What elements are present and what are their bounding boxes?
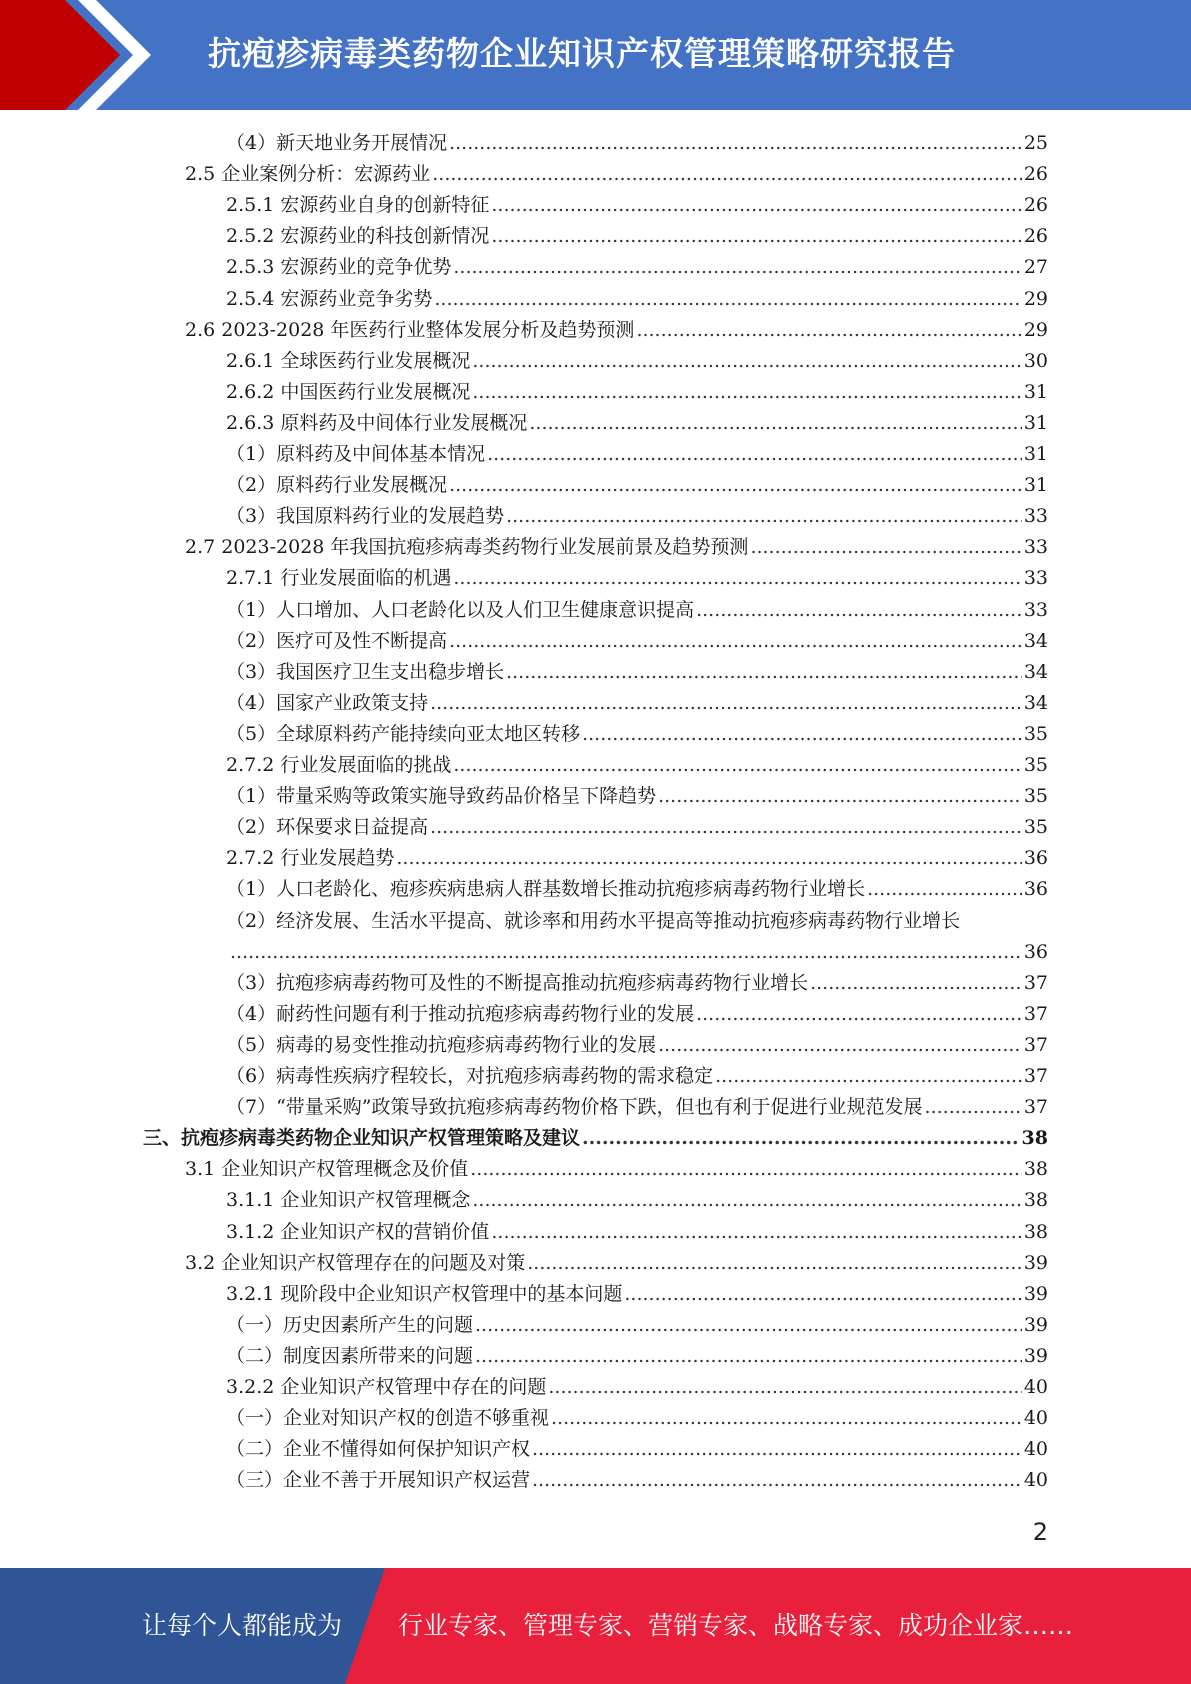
toc-entry[interactable] xyxy=(226,1092,1048,1123)
toc-entry[interactable] xyxy=(226,190,1048,221)
toc-entry[interactable] xyxy=(226,626,1048,657)
toc-entry-text: 3.2 企业知识产权管理存在的问题及对策 xyxy=(185,1251,526,1274)
toc-entry-text: 2.6.1 全球医药行业发展概况 xyxy=(226,349,471,372)
toc-leader-dots xyxy=(472,346,1021,377)
toc-page-number: 30 xyxy=(1023,349,1048,372)
toc-entry-text: （3）抗疱疹病毒药物可及性的不断提高推动抗疱疹病毒药物行业增长 xyxy=(226,971,809,994)
toc-page-number: 35 xyxy=(1023,816,1048,839)
toc-entry-text: 3.1 企业知识产权管理概念及价值 xyxy=(185,1158,469,1181)
toc-entry-text: （2）医疗可及性不断提高 xyxy=(226,629,448,652)
toc-leader-dots xyxy=(475,1310,1022,1341)
toc-page-number: 26 xyxy=(1023,194,1048,217)
toc-page-number: 34 xyxy=(1023,660,1048,683)
toc-leader-dots xyxy=(453,563,1021,594)
toc-entry[interactable] xyxy=(226,408,1048,439)
toc-entry-continuation[interactable] xyxy=(230,937,1048,968)
toc-leader-dots xyxy=(527,1248,1022,1279)
toc-entry-text: 2.5.1 宏源药业自身的创新特征 xyxy=(226,194,490,217)
toc-leader-dots xyxy=(925,1092,1022,1123)
toc-page-number: 33 xyxy=(1023,536,1048,559)
toc-entry[interactable] xyxy=(226,1403,1048,1434)
toc-leader-dots xyxy=(750,532,1021,563)
toc-entry[interactable] xyxy=(226,1465,1048,1496)
toc-entry[interactable] xyxy=(226,1310,1048,1341)
toc-entry[interactable] xyxy=(226,781,1048,812)
toc-entry[interactable] xyxy=(226,750,1048,781)
toc-page-number: 39 xyxy=(1023,1344,1048,1367)
toc-page-number: 39 xyxy=(1023,1251,1048,1274)
page-number: 2 xyxy=(1032,1518,1048,1546)
toc-entry[interactable] xyxy=(143,1123,1048,1154)
toc-entry-text: 2.6.2 中国医药行业发展概况 xyxy=(226,380,471,403)
toc-leader-dots xyxy=(867,874,1022,905)
toc-leader-dots xyxy=(434,284,1021,315)
toc-entry-text: （2）环保要求日益提高 xyxy=(226,816,429,839)
toc-entry-text: 2.5.3 宏源药业的竞争优势 xyxy=(226,256,452,279)
toc-page-number: 26 xyxy=(1023,163,1048,186)
toc-entry-text: 2.6.3 原料药及中间体行业发展概况 xyxy=(226,411,528,434)
toc-leader-dots xyxy=(491,190,1021,221)
toc-leader-dots xyxy=(532,1434,1022,1465)
toc-leader-dots xyxy=(658,1030,1022,1061)
toc-entry[interactable] xyxy=(226,128,1048,159)
toc-leader-dots xyxy=(548,1372,1021,1403)
toc-entry[interactable] xyxy=(226,812,1048,843)
toc-entry[interactable] xyxy=(226,252,1048,283)
toc-page-number: 29 xyxy=(1023,318,1048,341)
toc-page-number: 39 xyxy=(1023,1313,1048,1336)
toc-leader-dots xyxy=(472,377,1021,408)
toc-page-number: 33 xyxy=(1023,598,1048,621)
toc-page-number: 33 xyxy=(1023,505,1048,528)
toc-entry-text: 3.1.1 企业知识产权管理概念 xyxy=(226,1189,471,1212)
toc-page-number: 35 xyxy=(1023,754,1048,776)
toc-leader-dots xyxy=(658,781,1022,812)
toc-entry-text: 2.7 2023-2028 年我国抗疱疹病毒类药物行业发展前景及趋势预测 xyxy=(185,536,749,559)
toc-leader-dots xyxy=(470,1154,1022,1185)
toc-entry-text: 2.5 企业案例分析：宏源药业 xyxy=(185,163,431,186)
toc-page-number: 37 xyxy=(1023,1033,1048,1056)
toc-page-number: 38 xyxy=(1021,1127,1048,1150)
toc-leader-dots xyxy=(491,1217,1021,1248)
toc-page-number: 37 xyxy=(1023,1065,1048,1087)
toc-leader-dots xyxy=(449,128,1022,159)
toc-entry-text: （6）病毒性疾病疗程较长，对抗疱疹病毒药物的需求稳定 xyxy=(226,1065,714,1087)
page-footer xyxy=(0,1568,1191,1684)
toc-entry-text: （二）制度因素所带来的问题 xyxy=(226,1344,474,1367)
toc-page-number: 33 xyxy=(1023,567,1048,590)
toc-page-number: 39 xyxy=(1023,1282,1048,1305)
toc-page-number: 37 xyxy=(1023,1096,1048,1119)
toc-page-number: 36 xyxy=(1023,940,1048,963)
toc-page-number: 29 xyxy=(1023,287,1048,310)
toc-leader-dots xyxy=(696,595,1022,626)
toc-entry-text: 3.1.2 企业知识产权的营销价值 xyxy=(226,1220,490,1243)
toc-page-number: 40 xyxy=(1023,1469,1048,1492)
toc-entry-text: （1）人口增加、人口老龄化以及人们卫生健康意识提高 xyxy=(226,598,695,621)
toc-entry[interactable] xyxy=(226,439,1048,470)
toc-leader-dots xyxy=(472,1185,1021,1216)
toc-leader-dots xyxy=(506,501,1022,532)
toc-page-number: 37 xyxy=(1023,971,1048,994)
toc-entry-text: 3.2.2 企业知识产权管理中存在的问题 xyxy=(226,1376,547,1398)
toc-entry[interactable] xyxy=(226,595,1048,626)
toc-leader-dots xyxy=(506,657,1022,688)
toc-entry[interactable] xyxy=(226,657,1048,688)
toc-page-number: 26 xyxy=(1023,225,1048,248)
toc-page-number: 36 xyxy=(1023,847,1048,870)
toc-entry[interactable] xyxy=(226,1341,1048,1372)
toc-entry[interactable] xyxy=(226,719,1048,750)
toc-entry-text: 2.7.2 行业发展面临的挑战 xyxy=(226,754,452,776)
toc-leader-dots xyxy=(624,1279,1021,1310)
toc-entry-text: 3.2.1 现阶段中企业知识产权管理中的基本问题 xyxy=(226,1282,623,1305)
toc-entry[interactable] xyxy=(226,221,1048,252)
toc-entry-text: （三）企业不善于开展知识产权运营 xyxy=(226,1469,531,1492)
toc-entry[interactable] xyxy=(226,1217,1048,1248)
toc-page-number: 31 xyxy=(1023,380,1048,403)
toc-leader-dots xyxy=(636,315,1021,346)
toc-entry-text: （5）全球原料药产能持续向亚太地区转移 xyxy=(226,722,581,745)
toc-leader-dots xyxy=(810,968,1022,999)
toc-leader-dots xyxy=(551,1403,1022,1434)
toc-leader-dots xyxy=(532,1465,1022,1496)
toc-entry[interactable] xyxy=(226,1185,1048,1216)
toc-entry[interactable] xyxy=(226,843,1048,874)
toc-leader-dots xyxy=(432,159,1022,190)
toc-entry[interactable] xyxy=(226,563,1048,594)
toc-entry-text: 2.6 2023-2028 年医药行业整体发展分析及趋势预测 xyxy=(185,318,635,341)
toc-entry[interactable] xyxy=(226,470,1048,501)
toc-entry[interactable] xyxy=(185,532,1048,563)
toc-leader-dots xyxy=(582,1123,1020,1154)
toc-page-number: 25 xyxy=(1023,132,1048,154)
toc-entry[interactable] xyxy=(226,346,1048,377)
toc-entry-text: （7）“带量采购”政策导致抗疱疹病毒药物价格下跌，但也有利于促进行业规范发展 xyxy=(226,1096,923,1119)
toc-entry[interactable] xyxy=(185,1154,1048,1185)
toc-leader-dots xyxy=(696,999,1022,1030)
toc-leader-dots xyxy=(449,626,1022,657)
page-header xyxy=(0,0,1191,110)
toc-page-number: 31 xyxy=(1023,411,1048,434)
toc-entry-text: 2.5.2 宏源药业的科技创新情况 xyxy=(226,225,490,248)
toc-entry-text: （1）人口老龄化、疱疹疾病患病人群基数增长推动抗疱疹病毒药物行业增长 xyxy=(226,878,866,901)
toc-entry-text: （4）新天地业务开展情况 xyxy=(226,132,448,154)
toc-page-number: 40 xyxy=(1023,1438,1048,1461)
toc-page-number: 37 xyxy=(1023,1002,1048,1025)
toc-entry-text: （5）病毒的易变性推动抗疱疹病毒药物行业的发展 xyxy=(226,1033,657,1056)
toc-entry-text: （1）原料药及中间体基本情况 xyxy=(226,443,486,465)
toc-page-number: 34 xyxy=(1023,691,1048,714)
toc-leader-dots xyxy=(396,843,1021,874)
toc-page-number: 35 xyxy=(1023,785,1048,808)
toc-leader-dots xyxy=(475,1341,1022,1372)
toc-page-number: 35 xyxy=(1023,722,1048,745)
toc-entry[interactable] xyxy=(226,377,1048,408)
toc-entry[interactable] xyxy=(226,999,1048,1030)
toc-entry-text: （3）我国原料药行业的发展趋势 xyxy=(226,505,505,528)
toc-entry[interactable] xyxy=(226,688,1048,719)
toc-page-number: 40 xyxy=(1023,1376,1048,1398)
toc-entry[interactable] xyxy=(226,874,1048,905)
toc-entry-text: （一）企业对知识产权的创造不够重视 xyxy=(226,1407,550,1430)
toc-entry[interactable] xyxy=(185,1248,1048,1279)
toc-leader-dots xyxy=(453,750,1021,781)
toc-page-number: 31 xyxy=(1023,474,1048,497)
toc-entry[interactable] xyxy=(226,1061,1048,1092)
toc-leader-dots xyxy=(453,252,1021,283)
toc-entry-text: （3）我国医疗卫生支出稳步增长 xyxy=(226,660,505,683)
toc-entry[interactable] xyxy=(226,1372,1048,1403)
toc-entry[interactable] xyxy=(185,159,1048,190)
toc-leader-dots xyxy=(230,937,1022,968)
toc-entry-text: （2）原料药行业发展概况 xyxy=(226,474,448,497)
toc-leader-dots xyxy=(715,1061,1022,1092)
toc-leader-dots xyxy=(491,221,1021,252)
toc-page-number: 31 xyxy=(1023,443,1048,465)
toc-entry-text: （1）带量采购等政策实施导致药品价格呈下降趋势 xyxy=(226,785,657,808)
toc-page-number: 38 xyxy=(1023,1189,1048,1212)
footer-slogan-right: 行业专家、管理专家、营销专家、战略专家、成功企业家…… xyxy=(398,1611,1074,1640)
footer-slogan-left: 让每个人都能成为 xyxy=(142,1611,343,1640)
toc-page-number: 38 xyxy=(1023,1158,1048,1181)
toc-leader-dots xyxy=(449,470,1022,501)
toc-entry-text: （2）经济发展、生活水平提高、就诊率和用药水平提高等推动抗疱疹病毒药物行业增长 xyxy=(226,909,961,932)
toc-page-number: 40 xyxy=(1023,1407,1048,1430)
toc-entry-text: 三、抗疱疹病毒类药物企业知识产权管理策略及建议 xyxy=(143,1127,581,1150)
toc-entry[interactable] xyxy=(226,1434,1048,1465)
toc-entry[interactable] xyxy=(226,501,1048,532)
toc-page-number: 36 xyxy=(1023,878,1048,901)
toc-leader-dots xyxy=(582,719,1022,750)
toc-page-number: 27 xyxy=(1023,256,1048,279)
toc-entry[interactable] xyxy=(226,968,1048,999)
toc-entry[interactable] xyxy=(226,1030,1048,1061)
toc-leader-dots xyxy=(529,408,1021,439)
header-chevron-icon xyxy=(0,0,160,110)
toc-entry-text: 2.7.2 行业发展趋势 xyxy=(226,847,395,870)
toc-entry-text: 2.7.1 行业发展面临的机遇 xyxy=(226,567,452,590)
toc-entry[interactable] xyxy=(226,1279,1048,1310)
toc-leader-dots xyxy=(430,688,1022,719)
toc-entry-text: （一）历史因素所产生的问题 xyxy=(226,1313,474,1336)
toc-entry-text: （4）国家产业政策支持 xyxy=(226,691,429,714)
toc-entry-text: （4）耐药性问题有利于推动抗疱疹病毒药物行业的发展 xyxy=(226,1002,695,1025)
toc-entry-text: 2.5.4 宏源药业竞争劣势 xyxy=(226,287,433,310)
toc-entry[interactable] xyxy=(226,906,1048,937)
toc-leader-dots xyxy=(487,439,1022,470)
toc-entry-text: （二）企业不懂得如何保护知识产权 xyxy=(226,1438,531,1461)
toc-page-number: 34 xyxy=(1023,629,1048,652)
toc-page-number: 38 xyxy=(1023,1220,1048,1243)
report-title: 抗疱疹病毒类药物企业知识产权管理策略研究报告 xyxy=(208,34,956,73)
toc-entry[interactable] xyxy=(185,315,1048,346)
toc-entry[interactable] xyxy=(226,284,1048,315)
toc-leader-dots xyxy=(430,812,1022,843)
